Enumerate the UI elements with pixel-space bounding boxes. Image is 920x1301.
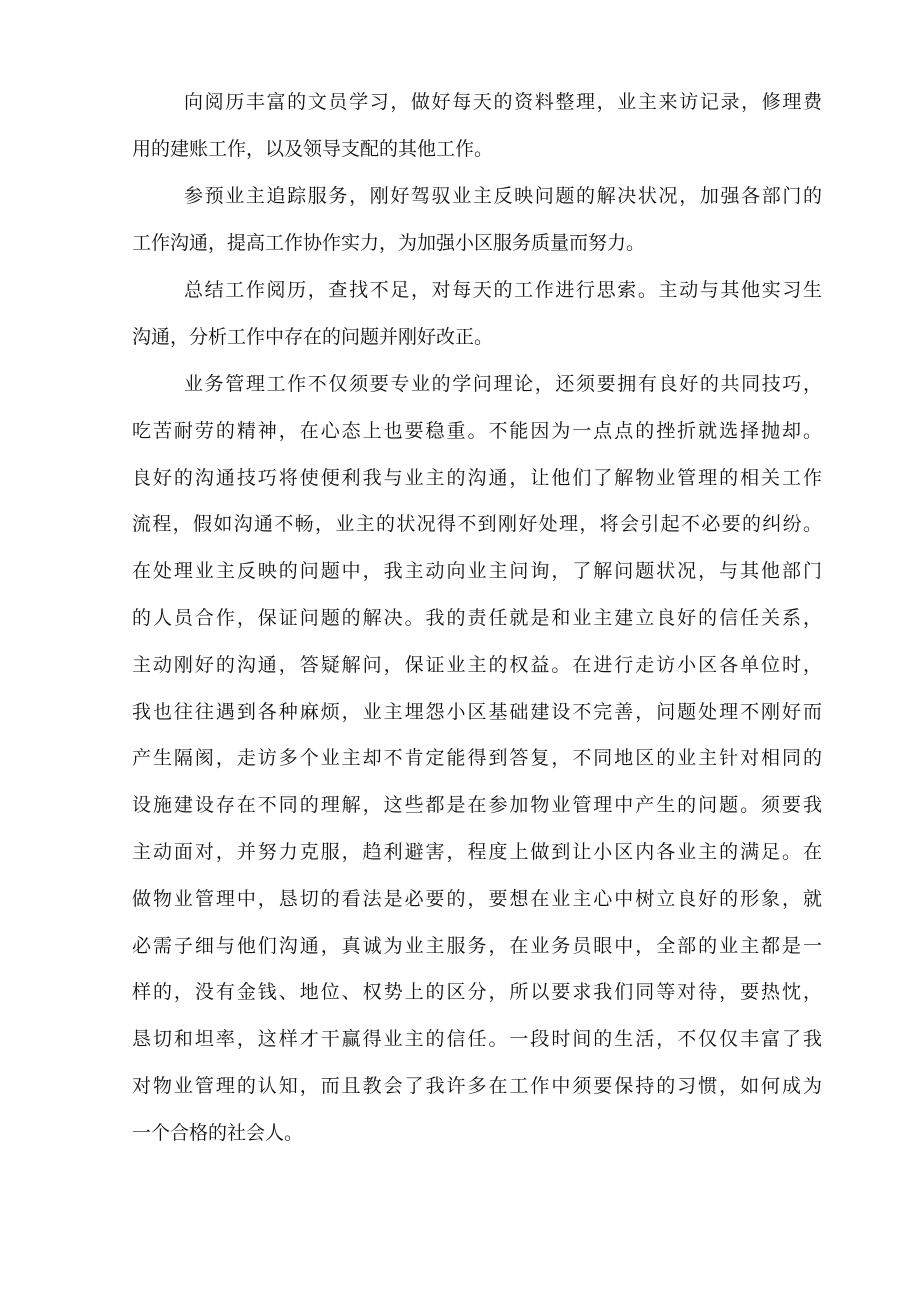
paragraph-line: 总结工作阅历，查找不足，对每天的工作进行思索。主动与其他实习生 — [184, 279, 822, 301]
paragraph-line: 工作沟通，提高工作协作实力，为加强小区服务质量而努力。 — [132, 231, 646, 254]
paragraph-line: 良好的沟通技巧将使便利我与业主的沟通，让他们了解物业管理的相关工作 — [132, 466, 822, 489]
paragraph-line: 用的建账工作，以及领导支配的其他工作。 — [132, 137, 494, 160]
paragraph-line: 必需子细与他们沟通，真诚为业主服务，在业务员眼中，全部的业主都是一 — [132, 934, 822, 957]
paragraph-line: 主动刚好的沟通，答疑解问，保证业主的权益。在进行走访小区各单位时， — [132, 653, 822, 676]
paragraph-line: 的人员合作，保证问题的解决。我的责任就是和业主建立良好的信任关系， — [132, 606, 822, 629]
paragraph-line: 样的，没有金钱、地位、权势上的区分，所以要求我们同等对待，要热忱， — [132, 981, 822, 1004]
paragraph-4 — [132, 361, 822, 1157]
paragraph-line: 对物业管理的认知，而且教会了我许多在工作中须要保持的习惯，如何成为 — [132, 1074, 822, 1097]
paragraph-line: 主动面对，并努力克服，趋利避害，程度上做到让小区内各业主的满足。在 — [132, 840, 822, 863]
paragraph-line: 向阅历丰富的文员学习，做好每天的资料整理，业主来访记录，修理费 — [184, 91, 822, 113]
paragraph-1 — [132, 79, 822, 173]
paragraph-2 — [132, 173, 822, 267]
paragraph-line: 恳切和坦率，这样才干赢得业主的信任。一段时间的生活，不仅仅丰富了我 — [132, 1028, 822, 1051]
paragraph-line: 吃苦耐劳的精神，在心态上也要稳重。不能因为一点点的挫折就选择抛却。 — [132, 419, 822, 442]
paragraph-3 — [132, 267, 822, 361]
paragraph-line: 参预业主追踪服务，刚好驾驭业主反映问题的解决状况，加强各部门的 — [184, 185, 822, 207]
paragraph-line: 业务管理工作不仅须要专业的学问理论，还须要拥有良好的共同技巧， — [184, 373, 822, 395]
paragraph-line: 设施建设存在不同的理解，这些都是在参加物业管理中产生的问题。须要我 — [132, 794, 822, 817]
paragraph-line: 沟通，分析工作中存在的问题并刚好改正。 — [132, 325, 494, 348]
paragraph-line: 我也往往遇到各种麻烦，业主埋怨小区基础建设不完善，问题处理不刚好而 — [132, 700, 822, 723]
paragraph-line: 一个合格的社会人。 — [132, 1121, 304, 1144]
paragraph-line: 产生隔阂，走访多个业主却不肯定能得到答复，不同地区的业主针对相同的 — [132, 747, 822, 770]
paragraph-line: 在处理业主反映的问题中，我主动向业主问询，了解问题状况，与其他部门 — [132, 560, 822, 583]
paragraph-line: 流程，假如沟通不畅，业主的状况得不到刚好处理，将会引起不必要的纠纷。 — [132, 513, 822, 536]
paragraph-line: 做物业管理中，恳切的看法是必要的，要想在业主心中树立良好的形象，就 — [132, 887, 822, 910]
